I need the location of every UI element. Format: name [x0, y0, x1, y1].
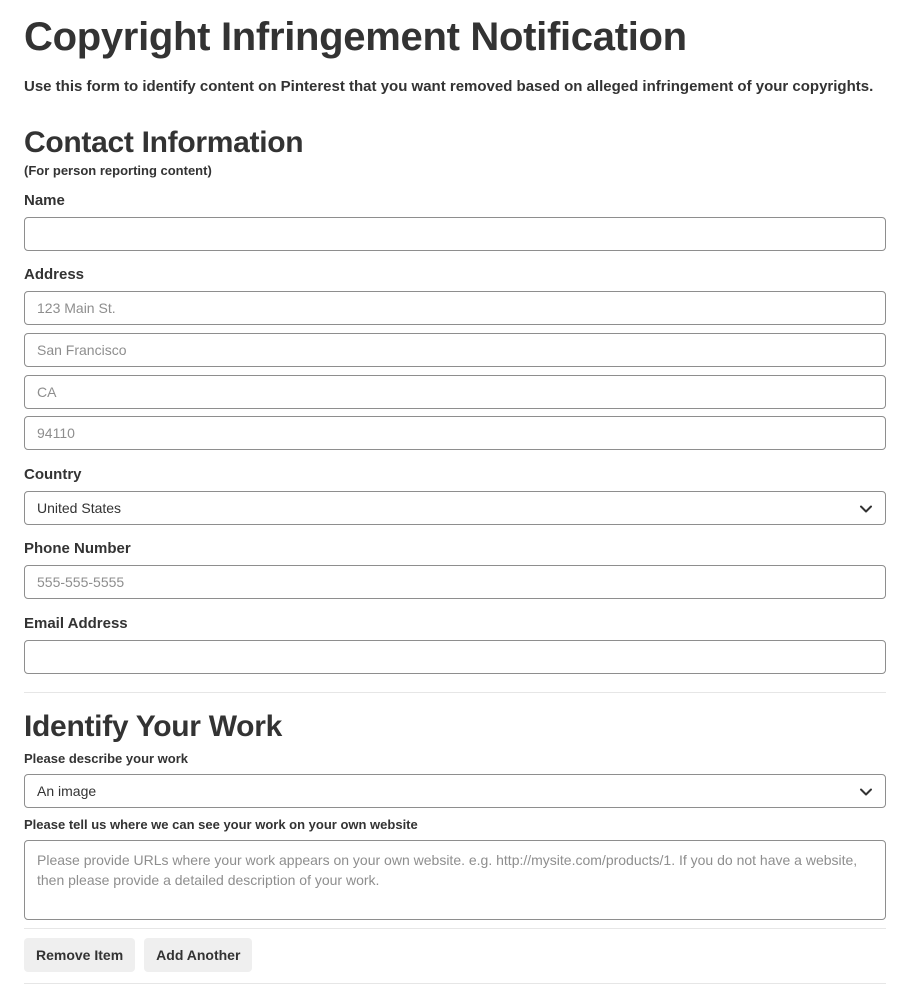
contact-section-subtitle: (For person reporting content): [24, 163, 212, 178]
website-label: Please tell us where we can see your work on your own website: [24, 817, 418, 832]
name-label: Name: [24, 192, 65, 209]
work-item-divider: [24, 928, 886, 929]
remove-item-button[interactable]: Remove Item: [24, 938, 135, 972]
intro-text: Use this form to identify content on Pinterest that you want removed based on alleged infringement of your copyrights.: [24, 78, 874, 95]
contact-section-title: Contact Information: [24, 126, 304, 159]
work-section-title: Identify Your Work: [24, 710, 282, 743]
country-select-value: United States: [37, 500, 122, 516]
phone-input[interactable]: [24, 565, 886, 599]
address-state-input[interactable]: [24, 375, 886, 409]
describe-work-select-value: An image: [37, 783, 97, 799]
address-zip-input[interactable]: [24, 416, 886, 450]
chevron-down-icon: [859, 785, 873, 799]
add-another-button[interactable]: Add Another: [144, 938, 252, 972]
country-label: Country: [24, 466, 82, 483]
section-divider: [24, 692, 886, 693]
describe-work-label: Please describe your work: [24, 751, 189, 766]
page-title: Copyright Infringement Notification: [24, 15, 687, 59]
phone-label: Phone Number: [24, 540, 131, 557]
address-street-input[interactable]: [24, 291, 886, 325]
address-city-input[interactable]: [24, 333, 886, 367]
work-item-actions: [24, 938, 886, 972]
name-input[interactable]: [24, 217, 886, 251]
footer-divider: [24, 983, 886, 984]
country-select[interactable]: [24, 491, 886, 525]
email-label: Email Address: [24, 615, 128, 632]
website-textarea[interactable]: [24, 840, 886, 920]
address-label: Address: [24, 266, 85, 283]
email-input[interactable]: [24, 640, 886, 674]
chevron-down-icon: [859, 502, 873, 516]
describe-work-select[interactable]: [24, 774, 886, 808]
